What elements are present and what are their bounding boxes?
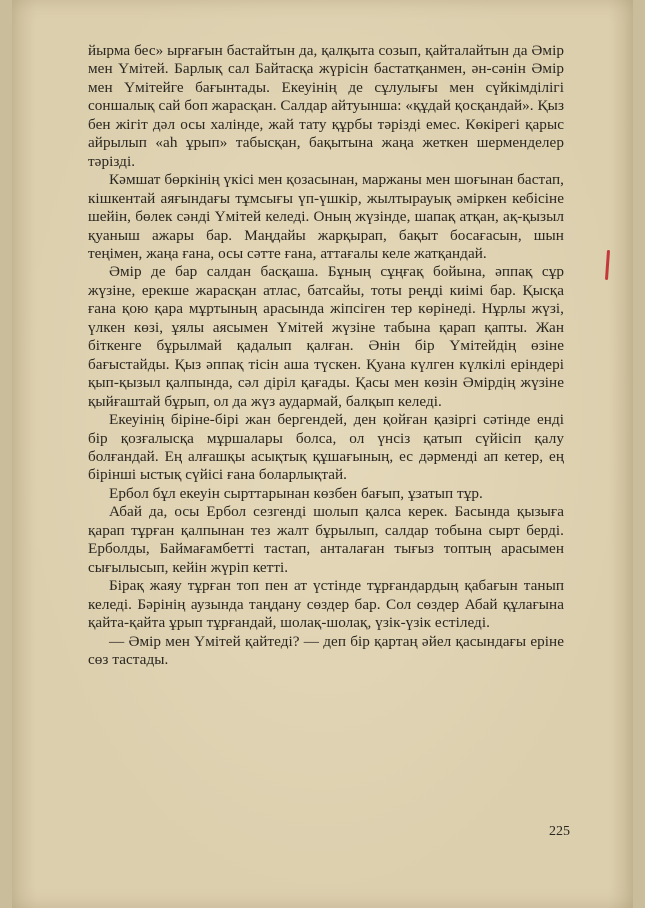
paragraph: йырма бес» ырғағын бастайтын да, қалқыта созып, қайталайтын да Әмір мен Үмітей. Барлық сал Байтасқа жүрісін бастатқанмен, ән-сәнін Әмір мен Үмітейге бағынтады. Екеуінің де сұлулығы мен сүйкімділігі соншалық сай боп жарасқан. Салдар айтуынша: «құдай қосқандай». Қыз бен жігіт дәл осы халінде, жай тату құрбы тәрізді емес. Көкірегі қарыс айрылып «аһ ұрып» табысқан, бақытына жаңа жеткен шерменделер тәрізді. [88,42,564,170]
body-text [88,42,564,669]
paragraph: Кәмшат бөркінің үкісі мен қозасынан, маржаны мен шоғынан бастап, кішкентай аяғындағы тұмсығы үп-үшкір, жылтырауық әміркен кебісіне шейін, бөлек сәнді Үмітей келеді. Оның жүзінде, шапақ атқан, ақ-қызыл қуаныш ажары бар. Маңдайы жарқырап, бақыт босағасын, шын теңімен, жаңа ғана, осы сәтте ғана, аттағалы келе жатқандай. [88,171,564,262]
paragraph: Әмір де бар салдан басқаша. Бұның сұңғақ бойына, әппақ сұр жүзіне, ерекше жарасқан атлас, батсайы, тоты реңді киімі бар. Қысқа ғана қою қара мұртының арасында жіпсіген тер көрінеді. Нұрлы жүзі, үлкен көзі, ұялы аясымен Үмітей жүзіне табына қарап қапты. Жан біткенге бұрылмай қадалып қалған. Әнін бір Үмітейдің өзіне бағыстайды. Қыз әппақ тісін аша түскен. Қуана күлген күлкілі еріндері қып-қызыл қалпында, сәл діріл қағады. Қасы мен көзін Әмірдің жүзіне қыйғаштай бұрып, ол да жүз аудармай, балқып келеді. [88,263,564,410]
red-margin-mark [605,250,610,280]
paragraph: — Әмір мен Үмітей қайтеді? — деп бір қартаң әйел қасындағы еріне сөз тастады. [88,632,564,668]
paragraph: Екеуінің біріне-бірі жан бергендей, ден қойған қазіргі сәтінде енді бір қозғалысқа мұршалары болса, ол үнсіз қатып сүйісіп қалу болғандай. Ең алғашқы асықтық құшағының, ес дәрменді ап кетер, ең бірінші ыстық сүйісі ғана боларлықтай. [88,411,564,484]
book-page [12,0,633,908]
paragraph: Бірақ жаяу тұрған топ пен ат үстінде тұрғандардың қабағын танып келеді. Бәрінің аузында таңдану сөздер бар. Сол сөздер Абай құлағына қайта-қайта ұрып тұрғандай, шолақ-шолақ, үзік-үзік естіледі. [88,577,564,632]
paragraph: Ербол бұл екеуін сырттарынан көзбен бағып, ұзатып тұр. [109,484,483,502]
paragraph: Абай да, осы Ербол сезгенді шолып қалса керек. Басында қызыға қарап тұрған қалпынан тез жалт бұрылып, салдар тобына сырт берді. Ерболды, Баймағамбетті тастап, анталаған тығыз топтың арасымен сығылысып, кейін жүріп кетті. [88,503,564,576]
page-number: 225 [549,824,570,839]
